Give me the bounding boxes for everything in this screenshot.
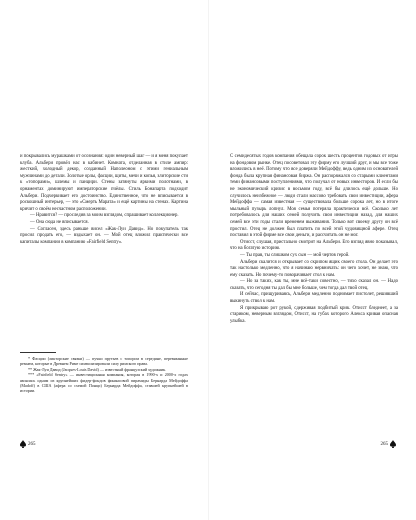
footnote-rule bbox=[20, 352, 56, 353]
right-paragraph: — Ты прав, ты слишком сух сын — мой чертов герой. bbox=[240, 252, 350, 258]
left-page-number: 265 bbox=[28, 441, 36, 447]
right-folio bbox=[381, 440, 397, 448]
right-page-body bbox=[230, 154, 398, 325]
right-page-number: 265 bbox=[380, 441, 388, 447]
left-page-body bbox=[20, 154, 188, 246]
footnote: ** Жак-Луи Давид (Jacques-Louis David) — известный французский художник. bbox=[28, 366, 167, 372]
right-paragraph: — Но за таких, как ты, мне всё-таки совестно, — тихо сказал он. — Надо сказать, что сегодня ты дал бы мне больше, чем тогда дал твой отец. bbox=[230, 279, 398, 291]
spade-ornament-icon bbox=[390, 440, 396, 448]
left-paragraph: — Она сюда не вписывается. bbox=[30, 219, 89, 225]
right-paragraph: Альбери скалится и открывает со скрипом ящик своего стола. Он делает это так настолько медленно, что я начинаю нервничать: он чего хочет, не знаю, что ему сказать. Но почему-то поворачивает стол к нам. bbox=[230, 259, 398, 278]
right-page bbox=[208, 0, 416, 520]
footnote: *** «Fairfield Sentry» — инвестиционная компания, которая в 1990-х и 2000-х годах являлась одним из крупнейших фидер-фондов финансовой пирамиды Бернарда Мейдоффа (Madoff) в США (афера со схемой Понци) Бернарда Мейдоффа, ставшей крупнейшей в истории. bbox=[20, 372, 188, 394]
footnote: * Фасции (ликторские связки) — пучки прутьев с топором в середине, перевязанные ремнем, которые в Древнем Риме символизировали силу римского права. bbox=[20, 356, 188, 367]
right-paragraph: С семидесятых годов компания обещала сорок шесть процентов годовых от игры на фондовом рынке. Отец посоветовал эту фирму его лучший друг, и мы все тоже вложились в неё. Потому что все доверяли Мейдоффу, ведь одним из основателей фонда была крупная финансовая биржа. Он распоряжался со старыми клиентами теми финансовыми поступлениями, что получал от новых инвесторов. И если бы не экономический кризис в восьмом году, всё бы длилось ещё дольше. Но случилось неизбежное — люди стали массово требовать свои инвестиции, афера Мейдоффа — самая известная — существовала больше сорока лет, но в итоге мыльный пузырь лопнул. Моя семья потеряла практически всё. Сколько лет потребовалось для наших семей получить свои инвестиции назад, для наших семей все эти годы стали временем выживания. Только вот своему другу он всё простил. Отец не должен был платить по всей этой чудовищной афере. Отец поставил в этой фирме все свои деньги, и рассчитать он не мог. bbox=[230, 154, 398, 239]
right-paragraph: Я прикрываю рот рукой, сдерживая подбитый крик. Отисст бледнеет, а за стариком, неверным взглядом, Отисст, на губах которого Алекса кривая опасная улыбка. bbox=[230, 305, 398, 324]
left-paragraph: — Нравится? — проследив за моим взглядом, спрашивает коллекционер. bbox=[30, 213, 179, 219]
spade-ornament-icon bbox=[20, 440, 26, 448]
left-paragraph: — Согласен, здесь раньше висел «Жак-Луи Давид». Но покупатель так просил продать его, — вздыхает он. — Мой отец вложил практически все капиталы компании в компанию «Fairfield Sentry». bbox=[20, 226, 188, 245]
left-folio bbox=[20, 440, 36, 448]
right-paragraph: Отисст, слушая, пристально смотрит на Альбери. Его взгляд явно показывал, что на богатую историю. bbox=[230, 239, 398, 252]
right-paragraph: И сейчас, прищуриваясь, Альбери медленно поднимает пистолет, решивший выкинуть ствол к нам. bbox=[230, 292, 398, 305]
left-paragraph: и покрывались мурашками от осознания: один неверный шаг — и я меня покупает клуба. Альбери провёл нас в кабинет. Комната, отделанная в стиле ампир: жесткий, холодный декор, созданный Наполеоном с этими гениальным мужчинами до детали. Золотые орлы, фасции, щиты, мечи и копья, злиторские сти к «топорами», шлемы и панцири. Стены затянуты яркими полотнами, в орнаментах доминируют императорские пчёлы. Стиль Бонапарта подходит Альбери. Подчеркивает его достоинство. Единственное, что не вписывается в роскошный интерьер, — это «Смерть Марата» и ещё картины на стенах. Картина кричит о своём несчастном расположении. bbox=[20, 154, 188, 212]
footnotes bbox=[20, 356, 188, 394]
